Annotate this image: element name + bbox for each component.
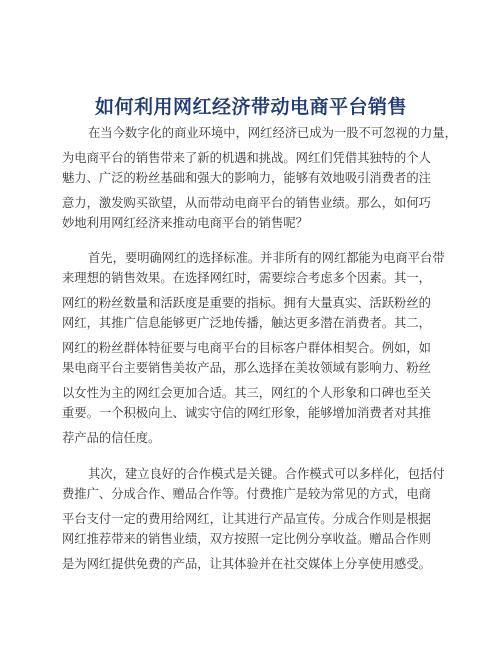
paragraph-line: 重要。一个积极向上、诚实守信的网红形象，能够增加消费者对其推 bbox=[62, 406, 431, 420]
paragraph-line: 果电商平台主要销售美妆产品，那么选择在美妆领域有影响力、粉丝 bbox=[62, 361, 431, 375]
paragraph-line: 来理想的销售效果。在选择网红时，需要综合考虑多个因素。其一， bbox=[62, 271, 431, 285]
paragraph-line: 以女性为主的网红会更加合适。其三，网红的个人形象和口碑也至关 bbox=[62, 386, 431, 400]
paragraph-line: 网红的粉丝数量和活跃度是重要的指标。拥有大量真实、活跃粉丝的 bbox=[62, 296, 431, 310]
paragraph-line: 荐产品的信任度。 bbox=[62, 431, 161, 445]
paragraph-line: 妙地利用网红经济来推动电商平台的销售呢？ bbox=[62, 216, 308, 230]
page-title: 如何利用网红经济带动电商平台销售 bbox=[94, 96, 407, 118]
paragraph-line: 网红推荐带来的销售业绩，双方按照一定比例分享收益。赠品合作则 bbox=[62, 532, 431, 546]
paragraph-line: 魅力、广泛的粉丝基础和强大的影响力，能够有效地吸引消费者的注 bbox=[62, 171, 431, 185]
paragraph-line: 网红的粉丝群体特征要与电商平台的目标客户群体相契合。例如，如 bbox=[62, 341, 431, 355]
paragraph-line: 首先，要明确网红的选择标准。并非所有的网红都能为电商平台带 bbox=[88, 251, 445, 265]
paragraph-line: 意力，激发购买欲望，从而带动电商平台的销售业绩。那么，如何巧 bbox=[62, 196, 431, 210]
paragraph-line: 在当今数字化的商业环境中，网红经济已成为一股不可忽视的力量， bbox=[88, 126, 457, 140]
paragraph-line: 为电商平台的销售带来了新的机遇和挑战。网红们凭借其独特的个人 bbox=[62, 151, 431, 165]
paragraph-line: 其次，建立良好的合作模式是关键。合作模式可以多样化，包括付 bbox=[88, 467, 445, 481]
paragraph-line: 平台支付一定的费用给网红，让其进行产品宣传。分成合作则是根据 bbox=[62, 512, 431, 526]
paragraph-line: 网红，其推广信息能够更广泛地传播，触达更多潜在消费者。其二， bbox=[62, 316, 431, 330]
paragraph-line: 是为网红提供免费的产品，让其体验并在社交媒体上分享使用感受。 bbox=[62, 557, 431, 571]
paragraph-line: 费推广、分成合作、赠品合作等。付费推广是较为常见的方式，电商 bbox=[62, 487, 431, 501]
